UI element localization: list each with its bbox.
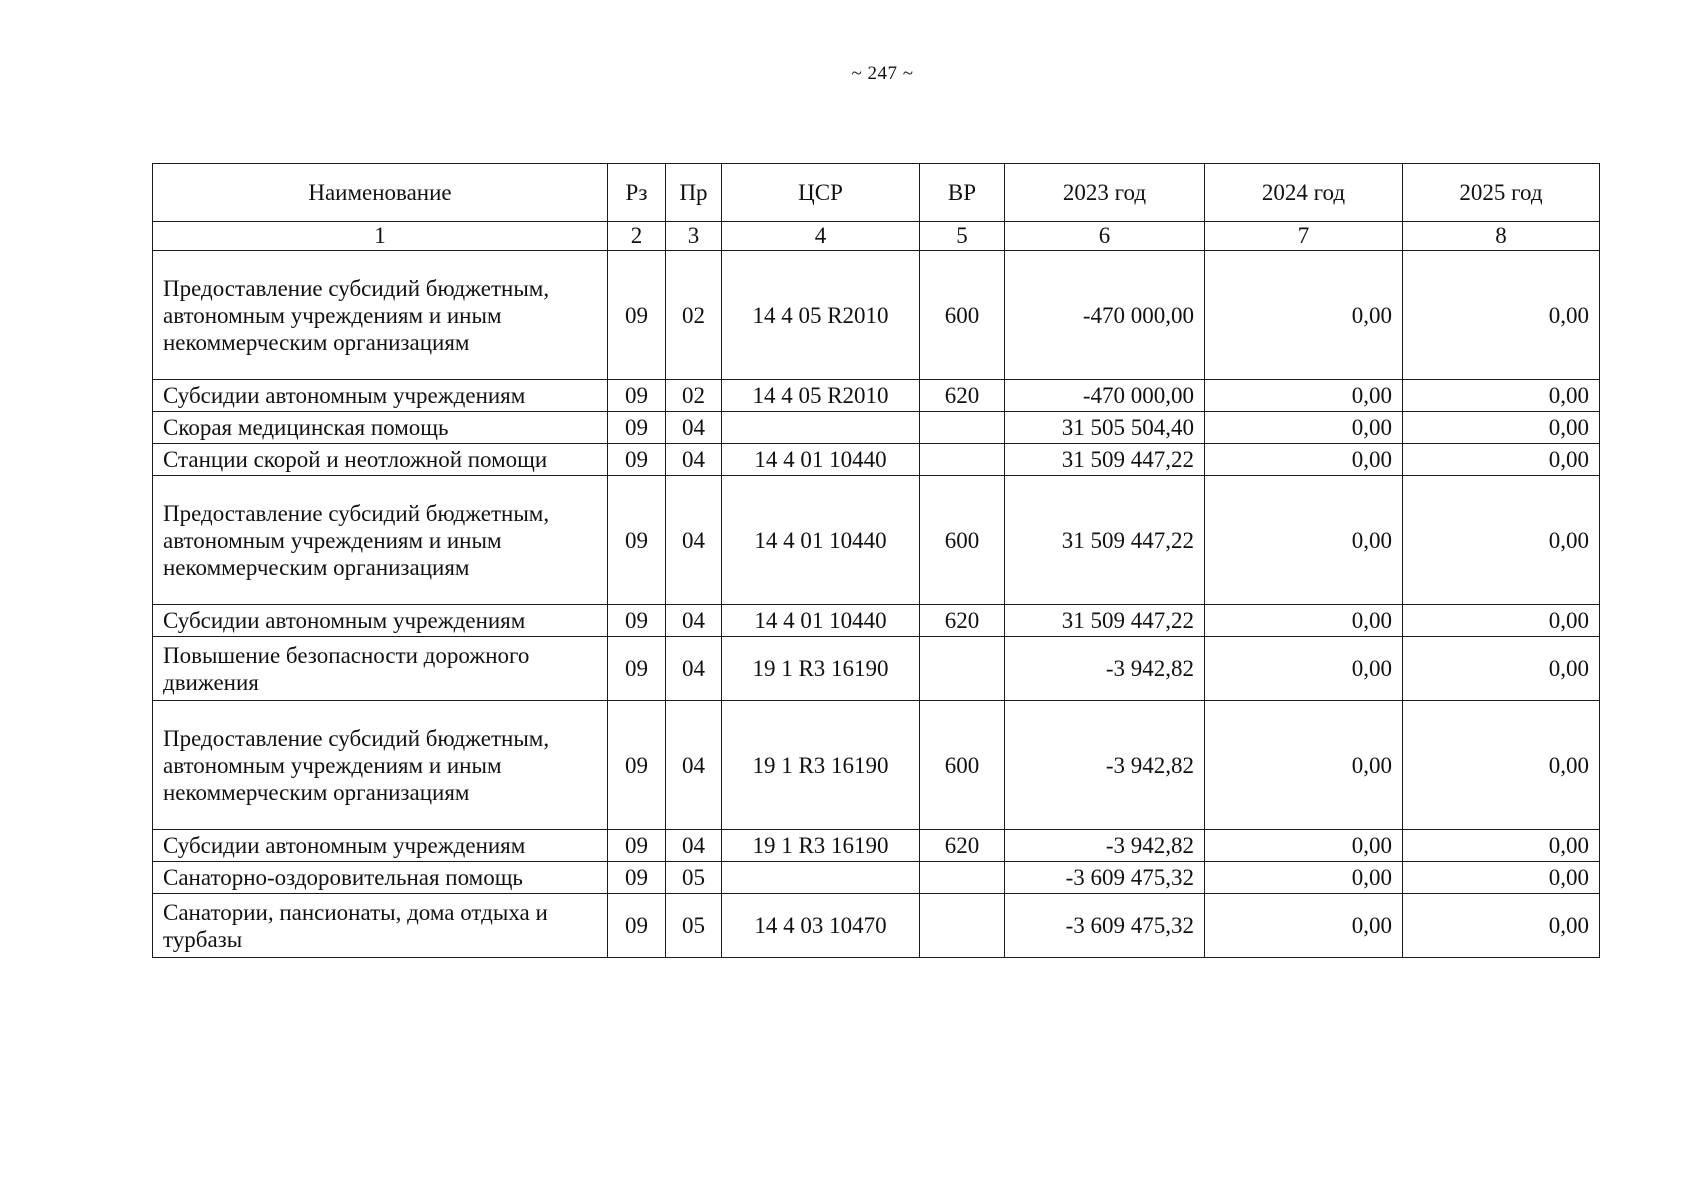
row-2024: 0,00 xyxy=(1205,412,1403,444)
row-vr: 600 xyxy=(920,701,1005,830)
row-csr: 14 4 05 R2010 xyxy=(722,380,920,412)
row-2025: 0,00 xyxy=(1403,894,1600,958)
row-vr: 620 xyxy=(920,830,1005,862)
row-name: Предоставление субсидий бюджетным, автономным учреждениям и иным некоммерческим организациям xyxy=(153,476,608,605)
row-csr: 19 1 R3 16190 xyxy=(722,637,920,701)
table-row xyxy=(153,830,1600,862)
row-rz: 09 xyxy=(608,637,666,701)
row-vr: 620 xyxy=(920,380,1005,412)
header-vr: ВР xyxy=(920,164,1005,222)
table-row xyxy=(153,862,1600,894)
row-csr: 19 1 R3 16190 xyxy=(722,830,920,862)
column-number: 3 xyxy=(666,222,722,251)
row-name: Санатории, пансионаты, дома отдыха и турбазы xyxy=(153,894,608,958)
column-number-row xyxy=(153,222,1600,251)
header-rz: Рз xyxy=(608,164,666,222)
row-vr xyxy=(920,637,1005,701)
row-pr: 04 xyxy=(666,830,722,862)
row-2024: 0,00 xyxy=(1205,894,1403,958)
row-2024: 0,00 xyxy=(1205,637,1403,701)
table-row xyxy=(153,701,1600,830)
row-rz: 09 xyxy=(608,412,666,444)
row-pr: 02 xyxy=(666,380,722,412)
row-2023: -3 609 475,32 xyxy=(1005,894,1205,958)
row-2024: 0,00 xyxy=(1205,830,1403,862)
column-number: 4 xyxy=(722,222,920,251)
row-name: Скорая медицинская помощь xyxy=(153,412,608,444)
row-2024: 0,00 xyxy=(1205,701,1403,830)
row-csr xyxy=(722,862,920,894)
row-2024: 0,00 xyxy=(1205,380,1403,412)
row-2024: 0,00 xyxy=(1205,862,1403,894)
row-rz: 09 xyxy=(608,862,666,894)
row-2024: 0,00 xyxy=(1205,476,1403,605)
row-csr xyxy=(722,412,920,444)
header-2023: 2023 год xyxy=(1005,164,1205,222)
header-2024: 2024 год xyxy=(1205,164,1403,222)
row-2025: 0,00 xyxy=(1403,444,1600,476)
row-csr: 19 1 R3 16190 xyxy=(722,701,920,830)
row-vr xyxy=(920,862,1005,894)
row-name: Субсидии автономным учреждениям xyxy=(153,380,608,412)
row-rz: 09 xyxy=(608,444,666,476)
row-2024: 0,00 xyxy=(1205,605,1403,637)
row-csr: 14 4 01 10440 xyxy=(722,476,920,605)
row-name: Субсидии автономным учреждениям xyxy=(153,605,608,637)
row-2025: 0,00 xyxy=(1403,476,1600,605)
row-name: Предоставление субсидий бюджетным, автономным учреждениям и иным некоммерческим организациям xyxy=(153,701,608,830)
row-2023: 31 509 447,22 xyxy=(1005,605,1205,637)
table-row xyxy=(153,380,1600,412)
row-name: Предоставление субсидий бюджетным, автономным учреждениям и иным некоммерческим организациям xyxy=(153,251,608,380)
row-vr xyxy=(920,444,1005,476)
row-vr: 600 xyxy=(920,476,1005,605)
row-pr: 04 xyxy=(666,476,722,605)
column-number: 6 xyxy=(1005,222,1205,251)
row-pr: 04 xyxy=(666,444,722,476)
row-rz: 09 xyxy=(608,830,666,862)
table-row xyxy=(153,251,1600,380)
row-name: Субсидии автономным учреждениям xyxy=(153,830,608,862)
row-2024: 0,00 xyxy=(1205,251,1403,380)
row-pr: 05 xyxy=(666,894,722,958)
row-2023: -470 000,00 xyxy=(1005,251,1205,380)
row-2025: 0,00 xyxy=(1403,380,1600,412)
row-2025: 0,00 xyxy=(1403,830,1600,862)
row-2023: -3 942,82 xyxy=(1005,830,1205,862)
row-name: Повышение безопасности дорожного движения xyxy=(153,637,608,701)
header-2025: 2025 год xyxy=(1403,164,1600,222)
row-2023: 31 509 447,22 xyxy=(1005,476,1205,605)
row-pr: 04 xyxy=(666,637,722,701)
row-vr xyxy=(920,412,1005,444)
table-row xyxy=(153,605,1600,637)
row-2025: 0,00 xyxy=(1403,637,1600,701)
row-2025: 0,00 xyxy=(1403,412,1600,444)
row-2024: 0,00 xyxy=(1205,444,1403,476)
row-rz: 09 xyxy=(608,476,666,605)
row-2025: 0,00 xyxy=(1403,862,1600,894)
row-2023: -470 000,00 xyxy=(1005,380,1205,412)
row-vr: 620 xyxy=(920,605,1005,637)
row-csr: 14 4 03 10470 xyxy=(722,894,920,958)
row-csr: 14 4 01 10440 xyxy=(722,605,920,637)
row-pr: 04 xyxy=(666,412,722,444)
header-pr: Пр xyxy=(666,164,722,222)
row-rz: 09 xyxy=(608,605,666,637)
row-rz: 09 xyxy=(608,894,666,958)
row-2025: 0,00 xyxy=(1403,251,1600,380)
row-2023: -3 609 475,32 xyxy=(1005,862,1205,894)
table-row xyxy=(153,476,1600,605)
budget-table xyxy=(152,163,1600,958)
row-2023: 31 505 504,40 xyxy=(1005,412,1205,444)
row-vr xyxy=(920,894,1005,958)
column-number: 8 xyxy=(1403,222,1600,251)
column-number: 7 xyxy=(1205,222,1403,251)
row-csr: 14 4 01 10440 xyxy=(722,444,920,476)
row-name: Санаторно-оздоровительная помощь xyxy=(153,862,608,894)
row-2023: 31 509 447,22 xyxy=(1005,444,1205,476)
row-pr: 04 xyxy=(666,701,722,830)
table-row xyxy=(153,637,1600,701)
column-number: 1 xyxy=(153,222,608,251)
row-pr: 02 xyxy=(666,251,722,380)
row-rz: 09 xyxy=(608,251,666,380)
row-rz: 09 xyxy=(608,380,666,412)
row-name: Станции скорой и неотложной помощи xyxy=(153,444,608,476)
page-number: ~ 247 ~ xyxy=(851,63,914,84)
row-vr: 600 xyxy=(920,251,1005,380)
row-pr: 04 xyxy=(666,605,722,637)
row-rz: 09 xyxy=(608,701,666,830)
row-2023: -3 942,82 xyxy=(1005,701,1205,830)
header-row xyxy=(153,164,1600,222)
column-number: 2 xyxy=(608,222,666,251)
header-name: Наименование xyxy=(153,164,608,222)
row-2025: 0,00 xyxy=(1403,605,1600,637)
row-pr: 05 xyxy=(666,862,722,894)
row-csr: 14 4 05 R2010 xyxy=(722,251,920,380)
column-number: 5 xyxy=(920,222,1005,251)
table-row xyxy=(153,444,1600,476)
row-2023: -3 942,82 xyxy=(1005,637,1205,701)
table-row xyxy=(153,894,1600,958)
header-csr: ЦСР xyxy=(722,164,920,222)
table-row xyxy=(153,412,1600,444)
row-2025: 0,00 xyxy=(1403,701,1600,830)
